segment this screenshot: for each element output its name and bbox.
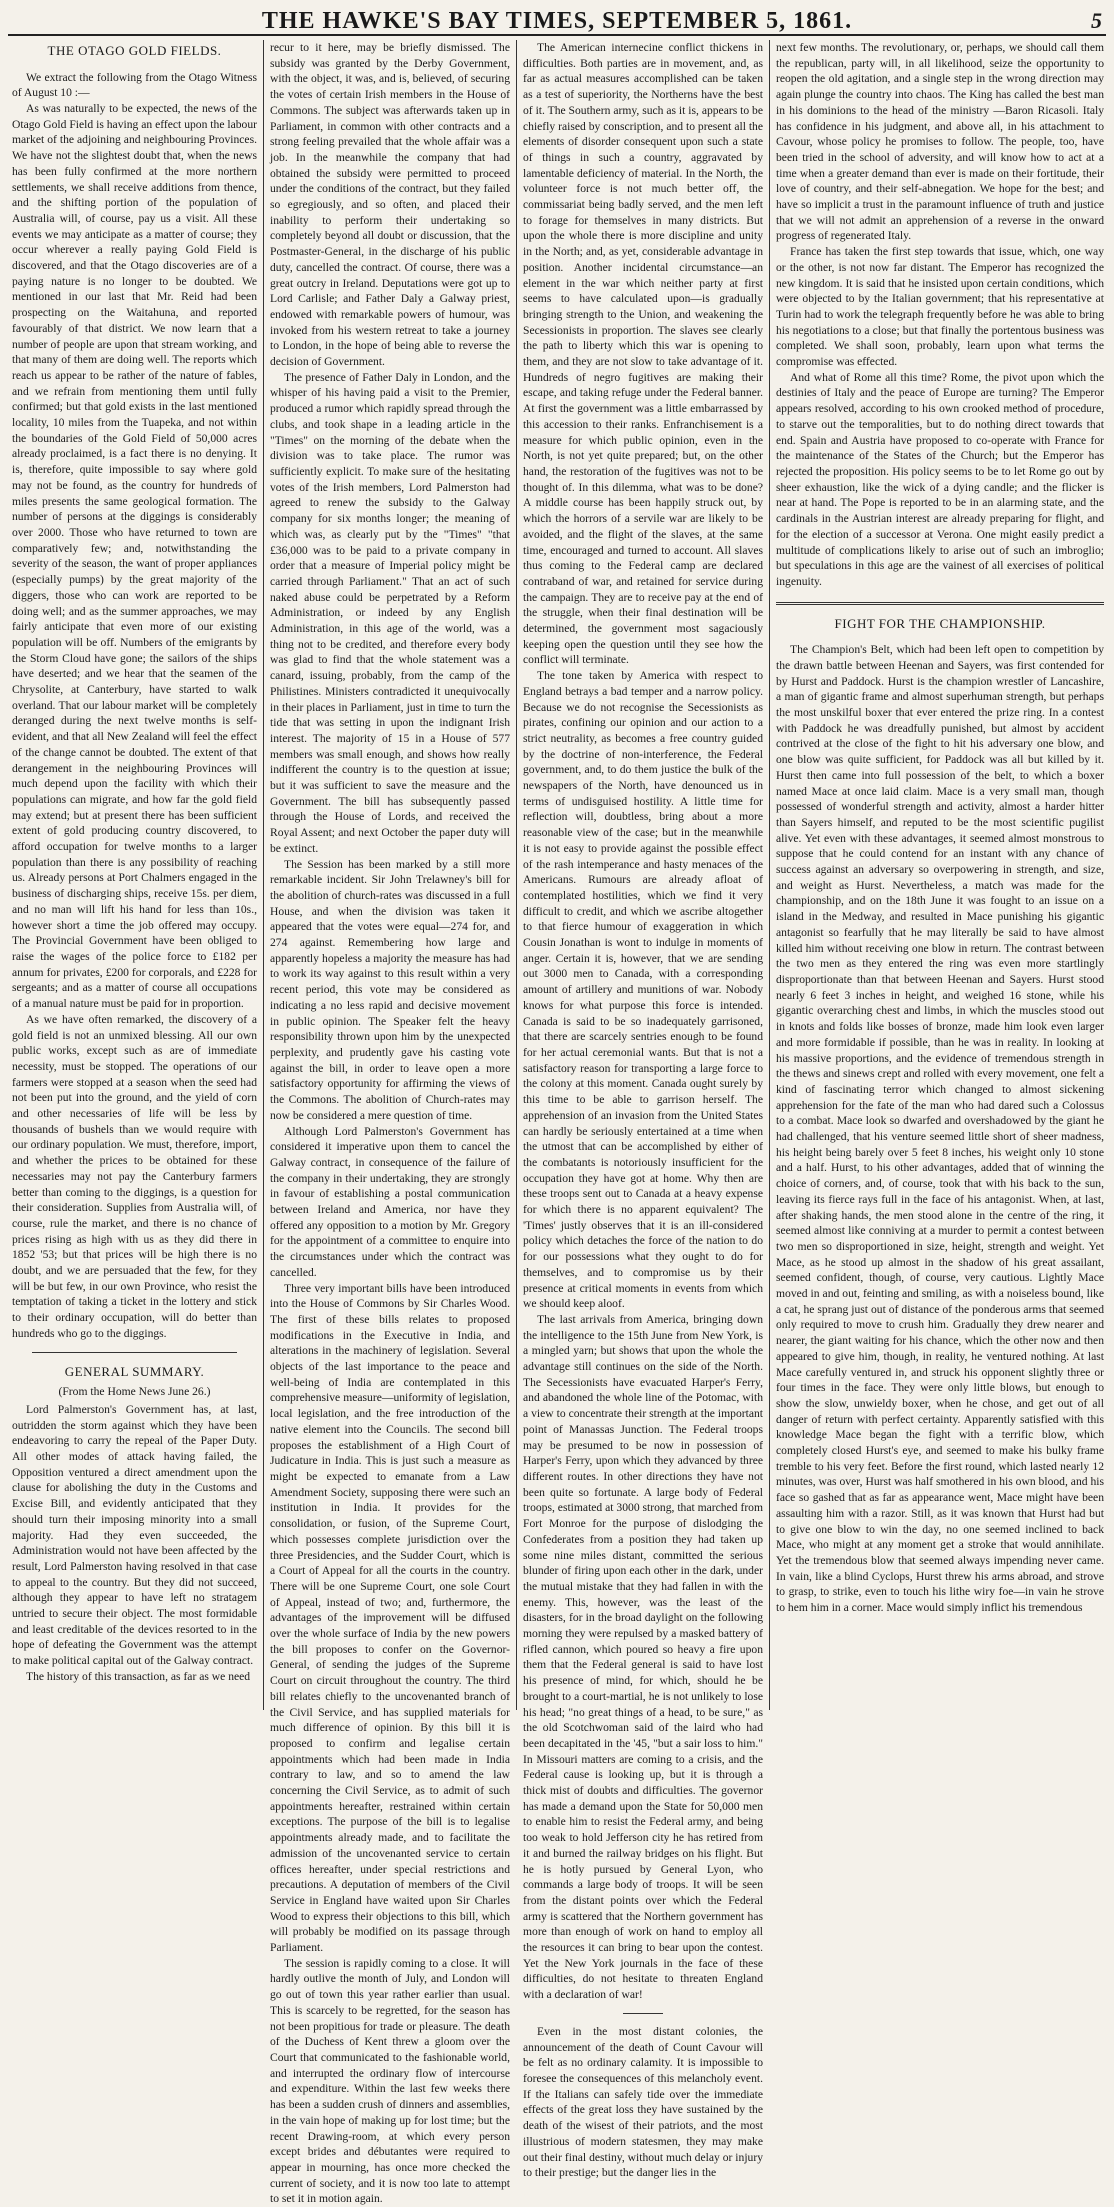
section-divider <box>776 602 1104 605</box>
article-paragraph: next few months. The revolutionary, or, perhaps, we should call them the republican, party will, in all likelihood, seize the opportunity to reopen the old agitation, and a single step in the wrong direction may again plunge the country into chaos. The King has called the best man in his dominions to the head of the ministry —Baron Ricasoli. Italy has confidence in his judgment, and above all, in his attachment to Cavour, whose policy he promises to follow. The people, too, have been tried in the school of adversity, and will know how to act at a time when a greater demand than ever is made on their fortitude, their love of country, and their self-abnegation. We hope for the best; and have so implicit a trust in the paramount influence of truth and justice that we will not admit an apprehension of a reverse in the onward progress of regenerated Italy. <box>776 41 1104 243</box>
article-paragraph: As was naturally to be expected, the news of the Otago Gold Field is having an effect upon the labour market of the adjoining and neighbouring Provinces. We have not the slightest doubt that, when the news has been fully confirmed at the more northern settlements, we shall receive additions from thence, and the shifting portion of the population of Australia will, of course, pay us a visit. All these events we may anticipate as a matter of course; they occur wherever a really paying Gold Field is discovered, and that the Otago discoveries are of a paying nature is no longer to be doubted. We mentioned in our last that Mr. Reid had been prospecting on the Waitahuna, and reported favourably of that district. We now learn that a number of people are upon that stream working, and that many of them are doing well. The reports which reach us appear to be rather of the nature of fables, and we refrain from mentioning them until fully confirmed; but that gold exists in the last mentioned locality, 10 miles from the Tuapeka, and not within the boundaries of the Gold Field of 50,000 acres already proclaimed, is a fact there is no denying. It is, therefore, quite impossible to say where gold may not be found, as the country for hundreds of miles presents the same geological formation. The number of persons at the diggings is considerably over 2000. Those who have returned to town are comparatively few; and, notwithstanding the severity of the season, the want of proper appliances (especially pumps) by the great majority of the diggers, those who can work are reported to be doing well; and as the summer approaches, we may fairly anticipate that even more of our existing population will be off. Numbers of the emigrants by the Storm Cloud have gone; the sailors of the ships have deserted; and we hear that the seamen of the Chrysolite, at Canterbury, have started to walk overland. That our labour market will be completely deranged during the next twelve months is self-evident, and that all New Zealand will feel the effect of the change cannot be doubted. The extent of that derangement in the neighbouring Provinces will much depend upon the facility with which their populations can migrate, and how far the gold field may extend; but at present there has been sufficient extent of gold producing country discovered, to afford occupation for twelve months to a larger population than there is any possibility of reaching us. Already persons at Port Chalmers engaged in the business of discharging ships, receive 15s. per diem, and no man will lift his hand for less than 10s., however short a time the job offered may occupy. The Provincial Government have been obliged to raise the wages of the police force to £182 per annum for privates, £200 for corporals, and £228 for sergeants; and as a matter of course all occupations of a manual nature must be paid for in proportion. <box>12 102 257 1011</box>
summary-source: (From the Home News June 26.) <box>58 1385 211 1399</box>
section-divider <box>32 1352 237 1353</box>
masthead-title: THE HAWKE'S BAY TIMES, SEPTEMBER 5, 1861. <box>261 8 853 34</box>
article-paragraph: Lord Palmerston's Government has, at last, outridden the storm against which they have been endeavoring to carry the repeal of the Paper Duty. All other modes of attack having failed, the Opposition ventured a direct amendment upon the clause for abolishing the duty in the Customs and Excise Bill, and evidently anticipated that they should turn their imposing minority into a small majority. Had they even succeeded, the Administration would not have been affected by the result, Lord Palmerston having resolved in that case to appeal to the country. But they did not succeed, although they appear to have left no stratagem untried to secure their object. The most formidable and least creditable of the devices resorted to in the hope of defeating the Government was the attempt to make political capital out of the Galway contract. <box>12 1402 257 1668</box>
article-paragraph: The tone taken by America with respect to England betrays a bad temper and a narrow policy. Because we do not recognise the Secessionists as pirates, confining our opinion and our action to a strict neutrality, as becomes a free country guided by the doctrine of non-interference, the Federal government, and, to do them justice the bulk of the newspapers of the North, have denounced us in terms of undisguised hostility. A little time for reflection will, doubtless, bring about a more reasonable view of the case; but in the meanwhile it is not easy to provide against the possible effect of the rash intemperance and hasty menaces of the Americans. Rumours are already afloat of contemplated hostilities, which we find it very difficult to credit, and which we ascribe altogether to that fierce humour of exaggeration in which Cousin Jonathan is wont to indulge in moments of anger. Certain it is, however, that we are sending out 3000 men to Canada, with a corresponding amount of artillery and munitions of war. Nobody knows for what purpose this force is intended. Canada is said to be so inadequately garrisoned, that there are scarcely sentries enough to be found for her actual ceremonial wants. But that is not a satisfactory reason for transporting a large force to the colony at this moment. Canada ought surely by this time to be able to garrison herself. The apprehension of an invasion from the United States can hardly be seriously entertained at a time when the utmost that can be accomplished by either of the combatants is notoriously insufficient for the occupation they have got at home. Why then are these troops sent out to Canada at a heavy expense for which there is no apparent equivalent? The 'Times' justly observes that it is an ill-considered policy which detaches the force of the nation to do for our possessions what they ought to do for themselves, and to compromise us by their presence at critical moments in events from which we should keep aloof. <box>523 669 763 1311</box>
otago-intro: We extract the following from the Otago Witness of August 10 :— <box>12 70 257 100</box>
article-paragraph: As we have often remarked, the discovery of a gold field is not an unmixed blessing. All our own public works, except such as are of immediate necessity, must be stopped. The operations of our farmers were stopped at a season when the seed had not been put into the ground, and the yield of corn and other necessaries of life will be less by thousands of bushels than we would require with our ordinary population. We must, therefore, import, and whether the prices to be obtained for these necessaries may not pay the Canterbury farmers better than coming to the diggings, is a question for their consideration. Supplies from Australia will, of course, rule the market, and there is no chance of prices rising as high with us as they did there in 1852 '53; but that prices will be high there is no doubt, and we are persuaded that the few, for they will be but few, in our own Province, who resist the temptation of taking a ticket in the lottery and stick to their ordinary occupation, will do better than hundreds who go to the diggings. <box>12 1012 257 1340</box>
column-rule <box>516 40 517 1710</box>
article-paragraph: The American internecine conflict thickens in difficulties. Both parties are in movement, and, as far as actual measures accomplished can be taken as a test of superiority, the Northerns have the best of it. The Southern army, such as it is, appears to be chiefly raised by conscription, and to present all the elements of disorder consequent upon such a state of things in such a country, aggravated by lamentable deficiency of material. In the North, the volunteer force is not much better off, the commissariat being badly served, and the men left to forage for themselves in many districts. But upon the whole there is more discipline and unity in the North; and, as yet, considerable advantage in position. Another incidental circumstance—an element in the war which neither party at first seems to have calculated upon—is gradually bringing strength to the Union, and weakening the Secessionists in proportion. The slaves see clearly the path to liberty which this war is opening to them, and they are not slow to take advantage of it. Hundreds of negro fugitives are making their escape, and taking refuge under the Federal banner. At first the government was a little embarrassed by this accession to their ranks. Enfranchisement is a measure for which public opinion, even in the North, is not yet quite prepared; but, on the other hand, the restoration of the fugitives was not to be thought of. In this dilemma, what was to be done? A middle course has been happily struck out, by which the horrors of a servile war are likely to be avoided, and the flight of the slaves, at the same time, encouraged and turned to account. All slaves thus coming to the Federal camp are declared contraband of war, and retained for service during the campaign. They are to receive pay at the end of the struggle, when their final destination will be determined, the government most sagaciously keeping open the question until they see how the conflict will terminate. <box>523 41 763 667</box>
article-paragraph: The presence of Father Daly in London, and the whisper of his having paid a visit to the Premier, produced a rumor which rapidly spread through the clubs, and took shape in a leading article in the "Times" on the morning of the debate when the division was to take place. The rumor was sufficiently explicit. To make sure of the hesitating votes of the Irish members, Lord Palmerston had agreed to renew the subsidy to the Galway company for six months longer; the meaning of which was, as clearly put by the "Times" "that £36,000 was to be paid to a private company in order that a measure of Imperial policy might be carried through Parliament." That an act of such naked abuse could be perpetrated by a Reform Administration, or indeed by any English Administration, in this age of the world, was a thing not to be credited, and therefore every body was glad to find that the whole statement was a canard, issuing, probably, from the camp of the Philistines. Ministers contradicted it unequivocally in their places in Parliament, just in time to turn the tide that was setting in upon the indignant Irish interest. The majority of 15 in a House of 577 members was small enough, and shows how really indifferent the country is to the question at issue; but it was sufficient to save the measure and the Government. The bill has subsequently passed through the House of Lords, and received the Royal Assent; and next October the paper duty will be extinct. <box>270 370 510 855</box>
general-summary-heading: GENERAL SUMMARY. <box>64 1363 205 1379</box>
column-rule <box>769 40 770 1710</box>
article-paragraph: Three very important bills have been introduced into the House of Commons by Sir Charles Wood. The first of these bills relates to proposed modifications in the Executive in India, and alterations in the machinery of legislation. Several objects of the last importance to the peace and well-being of India are contemplated in this comprehensive measure—uniformity of legislation, local legislation, and the free introduction of the native element into the Councils. The second bill proposes the establishment of a High Court of Judicature in India. This is just such a measure as might be expected to emanate from a Law Amendment Society, supposing there were such an institution in India. It provides for the consolidation, or fusion, of the Supreme Court, which possesses complete jurisdiction over the three Presidencies, and the Sudder Court, which is a Court of Appeal for all the courts in the country. There will be one Supreme Court, one sole Court of Appeal, instead of two; and, furthermore, the advantages of the improvement will be diffused over the whole surface of India by the new powers the bill proposes to confer on the Governor-General, of sending the judges of the Supreme Court on circuit throughout the country. The third bill relates chiefly to the uncovenanted branch of the Civil Service, and has supplied materials for much difference of opinion. By this bill it is proposed to confirm and legalise certain appointments which had been made in India contrary to law, and so to amend the law concerning the Civil Service, as to admit of such appointments hereafter, restrained within certain exceptions. The purpose of the bill is to legalise appointments already made, and to facilitate the admission of the uncovenanted service to certain offices hereafter, under special restrictions and precautions. A deputation of members of the Civil Service in England have waited upon Sir Charles Wood to express their objections to this bill, which will probably be modified on its passage through Parliament. <box>270 1281 510 1955</box>
article-paragraph: Even in the most distant colonies, the announcement of the death of Count Cavour will be felt as no ordinary calamity. It is impossible to foresee the consequences of this melancholy event. If the Italians can safely tide over the immediate effects of the great loss they have sustained by the death of the wisest of their patriots, and the most illustrious of modern statesmen, they may make out their final destiny, without much delay or injury to their prestige; but the danger lies in the <box>523 2024 763 2180</box>
section-divider <box>623 2013 663 2014</box>
article-paragraph: The history of this transaction, as far as we need <box>26 1669 251 1683</box>
article-paragraph: recur to it here, may be briefly dismissed. The subsidy was granted by the Derby Government, with the object, it was, and is, believed, of securing the votes of certain Irish members in the House of Commons. The subject was afterwards taken up in Parliament, in common with other contracts and a strong feeling prevailed that the whole affair was a job. In the meanwhile the company that had obtained the subsidy were permitted to proceed under the conditions of the contract, but they failed so egregiously, and so often, and placed their inability to perform their undertaking so completely beyond all doubt or discussion, that the Postmaster-General, in the discharge of his public duty, cancelled the contract. Of course, there was a great outcry in Ireland. Deputations were got up to Lord Carlisle; and Father Daly a Galway priest, endowed with remarkable powers of humour, was invoked from his western retreat to take a journey to London, in the hope of being able to reverse the decision of Government. <box>270 41 510 369</box>
article-paragraph: The Session has been marked by a still more remarkable incident. Sir John Trelawney's bill for the abolition of church-rates was discussed in a full House, and when the division was taken it appeared that the votes were equal—274 for, and 274 against. Remembering how large and apparently hopeless a majority the measure has had to work its way against to this result within a very recent period, this vote may be considered as indicating a no less rapid and decisive movement in public opinion. The Speaker felt the heavy responsibility thrown upon him by the unexpected perplexity, and prudently gave his casting vote against the bill, in order to leave open a more satisfactory opportunity for affirming the views of the Commons. The abolition of Church-rates may now be considered a mere question of time. <box>270 857 510 1122</box>
article-paragraph: The Champion's Belt, which had been left open to competition by the drawn battle between Heenan and Sayers, was first contended for by Hurst and Paddock. Hurst is the champion wrestler of Lancashire, a man of gigantic frame and almost superhuman strength, but perhaps the most unskilful boxer that ever entered the prize ring. In a contest with Paddock he was dreadfully punished, but almost by accident contrived at the close of the fight to hit his adversary one blow, and one blow was quite sufficient, for Paddock was all but killed by it. Hurst then came into full possession of the belt, to which a boxer named Mace at once laid claim. Mace is a very small man, though possessed of wonderful strength and activity, almost a harder hitter than Sayers himself, and reputed to be the most scientific pugilist alive. Yet even with these advantages, it seemed almost monstrous to suppose that he could contend for an instant with any chance of success against an adversary so overpowering in strength, and size, and weight as Hurst. Nevertheless, a match was made for the championship, and on the 18th June it was fought to an issue on a island in the Medway, and resulted in Mace punishing his gigantic antagonist so fearfully that he may literally be said to have almost killed him without receiving one blow in return. The contrast between the two men as they entered the ring was even more startlingly disproportionate than that between Heenan and Sayers. Hurst stood nearly 6 feet 3 inches in height, and weighed 16 stone, while his gigantic overarching chest and limbs, in which the muscles stood out in knots and folds like bosses of bronze, made him look even larger and more formidable if possible, than he was in reality. In looking at his massive proportions, and the evidence of tremendous strength in the thews and sinews crept and rolled with every movement, one felt a kind of fascinating terror which changed to almost sickening apprehension for the fate of the man who had dared such a Colossus to a combat. Mace look so dwarfed and overshadowed by the giant he had challenged, that his venture seemed little short of sheer madness, his height being barely over 5 feet 8 inches, his weight only 10 stone and a half. Hurst, to his other advantages, added that of winning the choice of corners, and, of course, took that with his back to the sun, leaving its fierce rays full in the face of his antagonist. When, at last, after shaking hands, the men stood alone in the centre of the ring, it seemed almost like conniving at a murder to permit a contest between two men so disproportioned in size, height, strength and weight. Yet Mace, as he stood up almost in the shadow of his great assailant, seemed confident, though, of course, very cautious. Lightly Mace moved in and out, feinting and smiling, as with a noiseless bound, like a cat, he sprang just out of distance of the ponderous arms that seemed only required to move to crush him. Gradually they drew nearer and nearer, the giant waiting for his chance, which the other now and then appeared to give him, though, in reality, he ventured nothing. At last Mace carefully ventured in, and struck his opponent slightly three or four times in the face. They were only little blows, but enough to show the slow, unwieldy boxer, when he chose, and get out of all danger of return with perfect certainty. Apparently satisfied with this knowledge Mace began the fight with a terrific blow, which completely closed Hurst's eye, and seemed to make his bulky frame tremble to his very feet. Before the first round, which lasted nearly 12 minutes, was over, Hurst was half smothered in his own blood, and his face so gashed that as far as appearance went, Mace might have been assaulting him with a razor. Still, as it was known that Hurst had but to give one blow to win the day, no one seemed inclined to back Mace, who might at any moment get a stroke that would annihilate. Yet the tremendous blow that seemed always impending never came. In vain, like a blind Cyclops, Hurst threw his arms abroad, and strove to grasp, to strike, even to touch his lithe wiry foe—in vain he strove to hem him in a corner. Mace would simply inflict his tremendous <box>776 643 1104 1615</box>
article-paragraph: Although Lord Palmerston's Government has considered it imperative upon them to cancel the Galway contract, in consequence of the failure of the company in their undertaking, they are strongly in favour of establishing a postal communication between Ireland and America, nor have they offered any opposition to a motion by Mr. Gregory for the appointment of a committee to enquire into the circumstances under which the contract was cancelled. <box>270 1124 510 1279</box>
column-2 <box>270 40 510 2206</box>
article-paragraph: The last arrivals from America, bringing down the intelligence to the 15th June from New York, is a mingled yarn; but shows that upon the whole the advantage still continues on the side of the North. The Secessionists have evacuated Harper's Ferry, and abandoned the whole line of the Potomac, with a view to concentrate their strength at the important point of Manassas Junction. The Federal troops may be presumed to be now in possession of Harper's Ferry, upon which they advanced by three different routes. In other directions they have not been quite so fortunate. A large body of Federal troops, estimated at 3000 strong, that marched from Fort Monroe for the purpose of dislodging the Confederates from a position they had taken up some nine miles distant, committed the serious blunder of firing upon each other in the dark, under the mutual mistake that they had fallen in with the enemy. This, however, was the least of the disasters, for in the broad daylight on the following morning they were repulsed by a masked battery of rifled cannon, which poured so heavy a fire upon them that the Federal general is said to have lost his presence of mind, for which, should he be brought to a court-martial, he is not unlikely to lose his head; "no great things of a head, to be sure," as the old Scotchwoman said of the laird who had been decapitated in the '45, "but a sair loss to him." In Missouri matters are coming to a crisis, and the Federal cause is looking up, but it is through a thick mist of doubts and difficulties. The governor has made a demand upon the State for 50,000 men to enable him to resist the Federal army, and being too weak to hold Jefferson city he has retired from it and burned the railway bridges on his flight. But he is hotly pursued by General Lyon, who commands a large body of troops. It will be seen from the distant points over which the Federal army is scattered that the Northern government has more than enough of work on hand to employ all the resources it can bring to bear upon the contest. Yet the New York journals in the face of these difficulties, do not hesitate to threaten England with a declaration of war! <box>523 1312 763 2002</box>
masthead <box>8 6 1106 36</box>
column-3 <box>523 40 763 2180</box>
column-1 <box>12 40 257 1712</box>
championship-heading: FIGHT FOR THE CHAMPIONSHIP. <box>834 615 1046 631</box>
column-rule <box>263 40 264 1710</box>
article-paragraph: And what of Rome all this time? Rome, the pivot upon which the destinies of Italy and the peace of Europe are turning? The Emperor appears resolved, according to his own crooked method of procedure, to starve out the temporalities, but to do nothing direct towards that end. Spain and Austria have proposed to co-operate with France for the maintenance of the States of the Church; but the Emperor has rejected the proposition. His policy seems to be to let Rome go out by sheer exhaustion, like the wick of a dying candle; and the flicker is near at hand. The Pope is reported to be in an alarming state, and the cardinals in the Austrian interest are already preparing for flight, and for the election of a successor at Verona. One might easily predict a multitude of complications likely to arise out of such an imbroglio; but speculations in this age are the vainest of all exercises of political ingenuity. <box>776 370 1104 588</box>
article-paragraph: The session is rapidly coming to a close. It will hardly outlive the month of July, and London will go out of town this year rather earlier than usual. This is scarcely to be regretted, for the season has not been propitious for trade or pleasure. The death of the Duchess of Kent threw a gloom over the Court that communicated to the fashionable world, and interrupted the ordinary flow of intercourse and expenditure. Within the last few weeks there has been a sudden crush of dinners and assemblies, in the vain hope of making up for lost time; but the recent Drawing-room, at which every person except brides and débutantes were required to appear in mourning, has once more checked the current of society, and it is now too late to attempt to set it in motion again. <box>270 1956 510 2206</box>
page-number: 5 <box>1091 8 1102 33</box>
article-paragraph: France has taken the first step towards that issue, which, one way or the other, is not now far distant. The Emperor has recognized the new kingdom. It is said that he insisted upon certain conditions, which were objected to by the Italian government; that his representative at Turin had to work the telegraph frequently before he was able to bring his negotiations to a close; but that finally the portentous business was completed. We shall soon, probably, learn upon what terms the compromise was effected. <box>776 245 1104 369</box>
column-4 <box>776 40 1104 1712</box>
otago-gold-fields-heading: THE OTAGO GOLD FIELDS. <box>47 43 222 58</box>
